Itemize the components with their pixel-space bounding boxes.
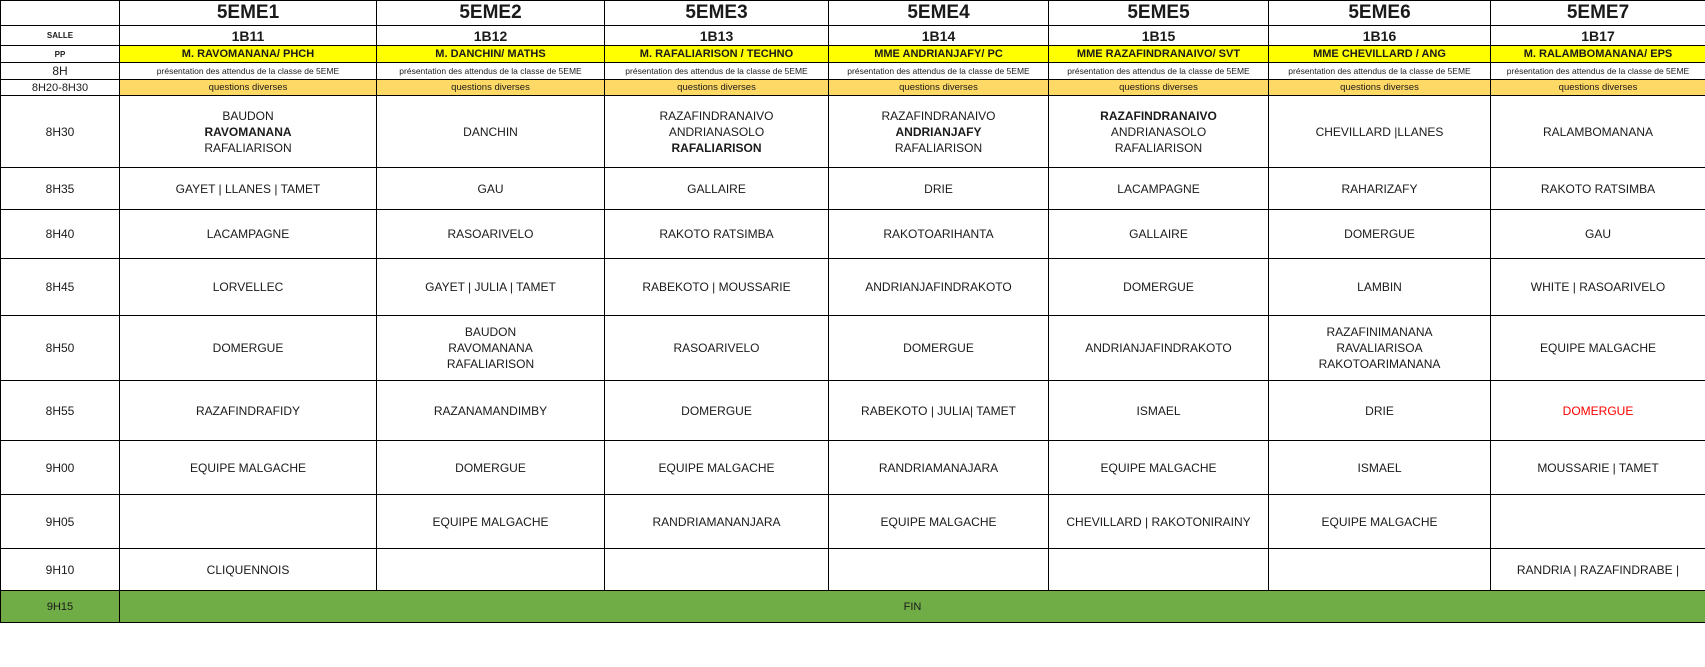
questions-cell: questions diverses — [605, 80, 829, 96]
teacher-name: RAKOTOARIMANANA — [1318, 357, 1441, 371]
class-name: 5EME1 — [120, 1, 377, 26]
presentation-cell: présentation des attendus de la classe de 5EME — [605, 63, 829, 80]
presentation-row — [1, 63, 1705, 80]
teacher-name: DOMERGUE — [1562, 403, 1634, 418]
teacher-name: GAYET | LLANES | TAMET — [175, 181, 321, 196]
slot-cell — [1491, 168, 1705, 210]
class-name: 5EME6 — [1269, 1, 1491, 26]
slot-cell — [605, 210, 829, 259]
teacher-name: GALLAIRE — [1129, 227, 1188, 241]
slot-cell — [605, 168, 829, 210]
slot-cell — [120, 441, 377, 495]
teacher-name: WHITE | RASOARIVELO — [1530, 280, 1666, 294]
teacher-name: RAFALIARISON — [204, 140, 292, 155]
slot-cell — [1491, 96, 1705, 168]
teacher-name: LORVELLEC — [212, 280, 284, 294]
slot-cell — [829, 168, 1049, 210]
teacher-name: GAYET | JULIA | TAMET — [425, 280, 556, 294]
teacher-name: ANDRIANASOLO — [1110, 124, 1207, 139]
teacher-name: ANDRIANJAFY — [895, 124, 982, 139]
class-name: 5EME5 — [1049, 1, 1269, 26]
slot-cell — [1269, 96, 1491, 168]
presentation-cell: présentation des attendus de la classe de 5EME — [120, 63, 377, 80]
time-slot-row — [1, 316, 1705, 381]
teacher-row — [1, 46, 1705, 63]
pp-label: PP — [1, 46, 120, 63]
teacher-name: EQUIPE MALGACHE — [432, 514, 549, 529]
presentation-cell: présentation des attendus de la classe de 5EME — [1049, 63, 1269, 80]
teacher-name: RAZAFINDRAFIDY — [195, 403, 300, 418]
teacher-name: MOUSSARIE | TAMET — [1537, 460, 1659, 475]
slot-cell — [377, 168, 605, 210]
slot-cell — [1269, 549, 1491, 591]
teacher-name: DANCHIN — [463, 124, 518, 139]
teacher-name: LACAMPAGNE — [1117, 181, 1200, 196]
teacher-name: RALAMBOMANANA — [1542, 124, 1654, 139]
head-teacher: M. RALAMBOMANANA/ EPS — [1491, 46, 1705, 63]
time-label: 9H00 — [1, 441, 120, 495]
teacher-name: ANDRIANJAFINDRAKOTO — [865, 280, 1012, 294]
class-name: 5EME2 — [377, 1, 605, 26]
slot-cell — [1049, 441, 1269, 495]
slot-cell — [1269, 316, 1491, 381]
teacher-name: RANDRIAMANAJARA — [878, 460, 999, 475]
slot-cell — [605, 96, 829, 168]
teacher-name: RAVALIARISOA — [1336, 341, 1423, 355]
slot-cell — [1269, 381, 1491, 441]
slot-cell — [1049, 259, 1269, 316]
teacher-name: ANDRIANASOLO — [668, 124, 765, 139]
teacher-name: EQUIPE MALGACHE — [1539, 341, 1657, 355]
teacher-name: DOMERGUE — [1344, 227, 1415, 241]
head-teacher: MME CHEVILLARD / ANG — [1269, 46, 1491, 63]
salle-label: SALLE — [1, 26, 120, 46]
slot-cell — [377, 96, 605, 168]
slot-cell — [605, 381, 829, 441]
teacher-name: DRIE — [1365, 403, 1394, 418]
slot-cell — [829, 96, 1049, 168]
class-name: 5EME3 — [605, 1, 829, 26]
teacher-name: RAZAFINDRANAIVO — [881, 108, 996, 123]
slot-cell — [1269, 259, 1491, 316]
questions-cell: questions diverses — [1049, 80, 1269, 96]
room-number: 1B11 — [120, 26, 377, 46]
teacher-name: RABEKOTO | JULIA| TAMET — [861, 403, 1016, 418]
teacher-name: DRIE — [924, 181, 953, 196]
class-name: 5EME7 — [1491, 1, 1705, 26]
room-number: 1B12 — [377, 26, 605, 46]
room-number: 1B14 — [829, 26, 1049, 46]
slot-cell — [120, 259, 377, 316]
time-label: 9H10 — [1, 549, 120, 591]
teacher-name: DOMERGUE — [212, 341, 284, 355]
teacher-name: ISMAEL — [1136, 403, 1181, 418]
teacher-name: CHEVILLARD | RAKOTONIRAINY — [1066, 514, 1251, 529]
questions-cell: questions diverses — [1491, 80, 1705, 96]
time-slot-row — [1, 441, 1705, 495]
questions-row — [1, 80, 1705, 96]
teacher-name: RANDRIAMANANJARA — [652, 514, 781, 529]
teacher-name: RAFALIARISON — [671, 140, 762, 155]
class-header-row — [1, 1, 1705, 26]
slot-cell — [120, 316, 377, 381]
teacher-name: GALLAIRE — [687, 181, 746, 196]
teacher-name: LACAMPAGNE — [206, 227, 290, 241]
teacher-name: DOMERGUE — [903, 341, 974, 355]
room-number: 1B17 — [1491, 26, 1705, 46]
slot-cell — [829, 495, 1049, 549]
slot-cell — [829, 381, 1049, 441]
teacher-name: RASOARIVELO — [447, 227, 534, 241]
slot-cell — [1491, 316, 1705, 381]
teacher-name: RAKOTO RATSIMBA — [659, 227, 774, 241]
teacher-name: RANDRIA | RAZAFINDRABE | — [1516, 562, 1680, 577]
teacher-name: EQUIPE MALGACHE — [189, 460, 307, 475]
time-slot-row — [1, 168, 1705, 210]
time-slot-row — [1, 210, 1705, 259]
slot-cell — [1049, 96, 1269, 168]
slot-cell — [377, 210, 605, 259]
slot-cell — [1049, 210, 1269, 259]
slot-cell — [377, 495, 605, 549]
time-label: 9H05 — [1, 495, 120, 549]
teacher-name: RABEKOTO | MOUSSARIE — [642, 280, 791, 294]
slot-cell — [1049, 168, 1269, 210]
time-slot-row — [1, 549, 1705, 591]
teacher-name: DOMERGUE — [1123, 280, 1194, 294]
teacher-name: EQUIPE MALGACHE — [1321, 514, 1438, 529]
teacher-name: LAMBIN — [1357, 280, 1402, 294]
slot-cell — [1049, 381, 1269, 441]
questions-cell: questions diverses — [377, 80, 605, 96]
teacher-name: RAZAFINIMANANA — [1326, 325, 1433, 339]
teacher-name: RAHARIZAFY — [1341, 181, 1418, 196]
presentation-cell: présentation des attendus de la classe de 5EME — [1269, 63, 1491, 80]
room-number: 1B15 — [1049, 26, 1269, 46]
slot-cell — [377, 441, 605, 495]
teacher-name: EQUIPE MALGACHE — [880, 514, 997, 529]
slot-cell — [829, 210, 1049, 259]
slot-cell — [1491, 495, 1705, 549]
time-slot-row — [1, 259, 1705, 316]
slot-cell — [120, 381, 377, 441]
time-slot-row — [1, 96, 1705, 168]
slot-cell — [120, 495, 377, 549]
slot-cell — [1491, 259, 1705, 316]
slot-cell — [1049, 495, 1269, 549]
teacher-name: BAUDON — [222, 108, 274, 123]
corner-cell — [1, 1, 120, 26]
slot-cell — [1049, 316, 1269, 381]
teacher-name: RAZAFINDRANAIVO — [1100, 108, 1217, 123]
slot-cell — [377, 259, 605, 316]
time-label: 8H45 — [1, 259, 120, 316]
head-teacher: M. RAFALIARISON / TECHNO — [605, 46, 829, 63]
time-label: 8H55 — [1, 381, 120, 441]
teacher-name: RAKOTO RATSIMBA — [1540, 181, 1656, 196]
slot-cell — [1269, 495, 1491, 549]
slot-cell — [377, 381, 605, 441]
teacher-name: DOMERGUE — [455, 460, 526, 475]
teacher-name: RAZANAMANDIMBY — [433, 403, 548, 418]
teacher-name: EQUIPE MALGACHE — [1100, 460, 1217, 475]
slot-cell — [1049, 549, 1269, 591]
slot-cell — [605, 441, 829, 495]
teacher-name: RAFALIARISON — [894, 140, 983, 155]
questions-cell: questions diverses — [1269, 80, 1491, 96]
head-teacher: M. RAVOMANANA/ PHCH — [120, 46, 377, 63]
time-label: 8H30 — [1, 96, 120, 168]
questions-cell: questions diverses — [120, 80, 377, 96]
teacher-name: RAVOMANANA — [204, 124, 292, 139]
slot-cell — [829, 259, 1049, 316]
slot-cell — [829, 549, 1049, 591]
teacher-name: ISMAEL — [1357, 460, 1402, 475]
slot-cell — [1491, 441, 1705, 495]
teacher-name: RAVOMANANA — [448, 341, 533, 355]
questions-cell: questions diverses — [829, 80, 1049, 96]
slot-cell — [1269, 210, 1491, 259]
head-teacher: M. DANCHIN/ MATHS — [377, 46, 605, 63]
teacher-name: RAKOTOARIHANTA — [883, 227, 994, 241]
time-label: 8H50 — [1, 316, 120, 381]
slot-cell — [605, 316, 829, 381]
presentation-cell: présentation des attendus de la classe de 5EME — [1491, 63, 1705, 80]
time-label: 8H — [1, 63, 120, 80]
teacher-name: DOMERGUE — [681, 403, 752, 418]
time-label: 8H40 — [1, 210, 120, 259]
room-number: 1B16 — [1269, 26, 1491, 46]
teacher-name: RASOARIVELO — [673, 341, 760, 355]
slot-cell — [829, 316, 1049, 381]
teacher-name: RAFALIARISON — [446, 357, 535, 371]
slot-cell — [377, 549, 605, 591]
slot-cell — [829, 441, 1049, 495]
slot-cell — [605, 259, 829, 316]
slot-cell — [120, 549, 377, 591]
end-label: FIN — [120, 591, 1705, 623]
time-label: 8H20-8H30 — [1, 80, 120, 96]
time-label: 9H15 — [1, 591, 120, 623]
teacher-name: RAZAFINDRANAIVO — [659, 108, 774, 123]
room-number: 1B13 — [605, 26, 829, 46]
class-name: 5EME4 — [829, 1, 1049, 26]
presentation-cell: présentation des attendus de la classe de 5EME — [829, 63, 1049, 80]
head-teacher: MME ANDRIANJAFY/ PC — [829, 46, 1049, 63]
slot-cell — [605, 549, 829, 591]
slot-cell — [1491, 549, 1705, 591]
slot-cell — [120, 168, 377, 210]
slot-cell — [1491, 381, 1705, 441]
teacher-name: GAU — [477, 181, 504, 196]
teacher-name: CLIQUENNOIS — [206, 562, 290, 577]
room-row — [1, 26, 1705, 46]
head-teacher: MME RAZAFINDRANAIVO/ SVT — [1049, 46, 1269, 63]
slot-cell — [120, 96, 377, 168]
slot-cell — [377, 316, 605, 381]
slot-cell — [120, 210, 377, 259]
time-slot-row — [1, 495, 1705, 549]
presentation-cell: présentation des attendus de la classe de 5EME — [377, 63, 605, 80]
slot-cell — [605, 495, 829, 549]
slot-cell — [1269, 441, 1491, 495]
time-label: 8H35 — [1, 168, 120, 210]
end-row — [1, 591, 1705, 623]
teacher-name: GAU — [1584, 227, 1611, 241]
slot-cell — [1491, 210, 1705, 259]
teacher-name: ANDRIANJAFINDRAKOTO — [1085, 341, 1232, 355]
teacher-name: EQUIPE MALGACHE — [658, 460, 775, 475]
teacher-name: BAUDON — [464, 325, 517, 339]
teacher-name: CHEVILLARD |LLANES — [1315, 124, 1444, 139]
slot-cell — [1269, 168, 1491, 210]
teacher-name: RAFALIARISON — [1114, 140, 1203, 155]
time-slot-row — [1, 381, 1705, 441]
